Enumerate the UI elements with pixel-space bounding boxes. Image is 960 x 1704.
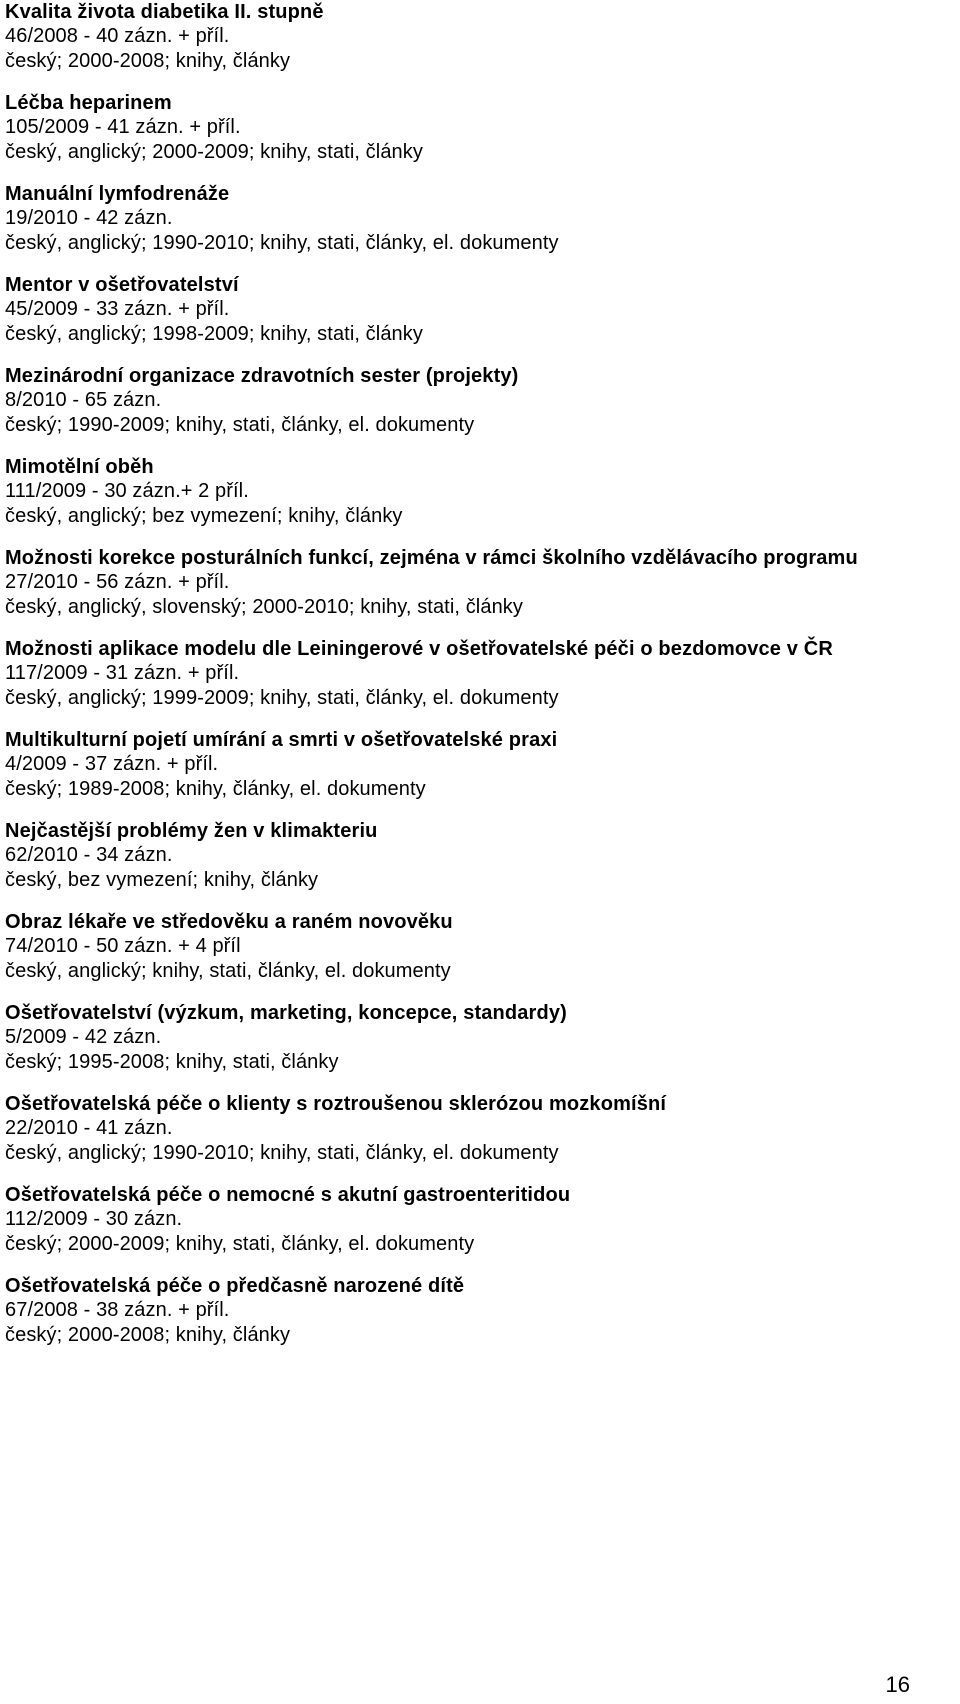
- bibliography-entry: [5, 1001, 955, 1075]
- entry-title: Možnosti korekce posturálních funkcí, zejména v rámci školního vzdělávacího programu: [5, 547, 858, 569]
- entry-record: 117/2009 - 31 zázn. + příl.: [5, 662, 240, 684]
- entry-record: 62/2010 - 34 zázn.: [5, 844, 173, 866]
- entry-title: Mezinárodní organizace zdravotních sester (projekty): [5, 365, 519, 387]
- entry-title: Ošetřovatelství (výzkum, marketing, koncepce, standardy): [5, 1002, 567, 1024]
- entry-details: český, anglický; bez vymezení; knihy, články: [5, 505, 403, 527]
- entry-details: český, anglický; 1999-2009; knihy, stati, články, el. dokumenty: [5, 687, 559, 709]
- entry-title: Ošetřovatelská péče o klienty s roztroušenou sklerózou mozkomíšní: [5, 1093, 667, 1115]
- bibliography-entry: [5, 455, 955, 529]
- entry-details: český; 1995-2008; knihy, stati, články: [5, 1051, 339, 1073]
- bibliography-entry: [5, 637, 955, 711]
- bibliography-entry: [5, 91, 955, 165]
- entry-details: český, anglický; 1990-2010; knihy, stati, články, el. dokumenty: [5, 1142, 559, 1164]
- entry-details: český, anglický, slovenský; 2000-2010; knihy, stati, články: [5, 596, 523, 618]
- entry-title: Multikulturní pojetí umírání a smrti v ošetřovatelské praxi: [5, 729, 558, 751]
- entry-details: český, anglický; 1990-2010; knihy, stati, články, el. dokumenty: [5, 232, 559, 254]
- entry-title: Mentor v ošetřovatelství: [5, 274, 239, 296]
- entry-title: Obraz lékaře ve středověku a raném novověku: [5, 911, 453, 933]
- entry-title: Léčba heparinem: [5, 92, 172, 114]
- entry-details: český, anglický; knihy, stati, články, el. dokumenty: [5, 960, 451, 982]
- entry-details: český; 2000-2008; knihy, články: [5, 1324, 291, 1346]
- entry-details: český, anglický; 2000-2009; knihy, stati, články: [5, 141, 423, 163]
- bibliography-entry: [5, 273, 955, 347]
- bibliography-list: [5, 0, 955, 1365]
- bibliography-entry: [5, 364, 955, 438]
- entry-title: Možnosti aplikace modelu dle Leiningerové v ošetřovatelské péči o bezdomovce v ČR: [5, 638, 833, 660]
- bibliography-entry: [5, 1092, 955, 1166]
- page-number: 16: [885, 1672, 910, 1697]
- bibliography-entry: [5, 910, 955, 984]
- entry-title: Kvalita života diabetika II. stupně: [5, 1, 324, 23]
- entry-record: 46/2008 - 40 zázn. + příl.: [5, 25, 230, 47]
- entry-record: 19/2010 - 42 zázn.: [5, 207, 173, 229]
- entry-record: 45/2009 - 33 zázn. + příl.: [5, 298, 230, 320]
- entry-details: český, bez vymezení; knihy, články: [5, 869, 319, 891]
- entry-details: český; 2000-2009; knihy, stati, články, el. dokumenty: [5, 1233, 475, 1255]
- entry-details: český; 1990-2009; knihy, stati, články, el. dokumenty: [5, 414, 475, 436]
- entry-title: Ošetřovatelská péče o předčasně narozené dítě: [5, 1275, 465, 1297]
- entry-details: český; 2000-2008; knihy, články: [5, 50, 291, 72]
- entry-title: Manuální lymfodrenáže: [5, 183, 230, 205]
- entry-record: 8/2010 - 65 zázn.: [5, 389, 162, 411]
- entry-record: 22/2010 - 41 zázn.: [5, 1117, 173, 1139]
- entry-record: 5/2009 - 42 zázn.: [5, 1026, 162, 1048]
- entry-title: Ošetřovatelská péče o nemocné s akutní gastroenteritidou: [5, 1184, 571, 1206]
- entry-title: Mimotělní oběh: [5, 456, 154, 478]
- entry-details: český, anglický; 1998-2009; knihy, stati, články: [5, 323, 423, 345]
- entry-record: 112/2009 - 30 zázn.: [5, 1208, 183, 1230]
- bibliography-entry: [5, 1183, 955, 1257]
- entry-record: 4/2009 - 37 zázn. + příl.: [5, 753, 219, 775]
- bibliography-entry: [5, 182, 955, 256]
- entry-title: Nejčastější problémy žen v klimakteriu: [5, 820, 378, 842]
- bibliography-entry: [5, 0, 955, 74]
- entry-record: 27/2010 - 56 zázn. + příl.: [5, 571, 230, 593]
- entry-record: 67/2008 - 38 zázn. + příl.: [5, 1299, 230, 1321]
- bibliography-entry: [5, 546, 955, 620]
- bibliography-entry: [5, 728, 955, 802]
- entry-details: český; 1989-2008; knihy, články, el. dokumenty: [5, 778, 426, 800]
- entry-record: 74/2010 - 50 zázn. + 4 příl: [5, 935, 241, 957]
- entry-record: 105/2009 - 41 zázn. + příl.: [5, 116, 241, 138]
- bibliography-entry: [5, 1274, 955, 1348]
- entry-record: 111/2009 - 30 zázn.+ 2 příl.: [5, 480, 249, 502]
- bibliography-entry: [5, 819, 955, 893]
